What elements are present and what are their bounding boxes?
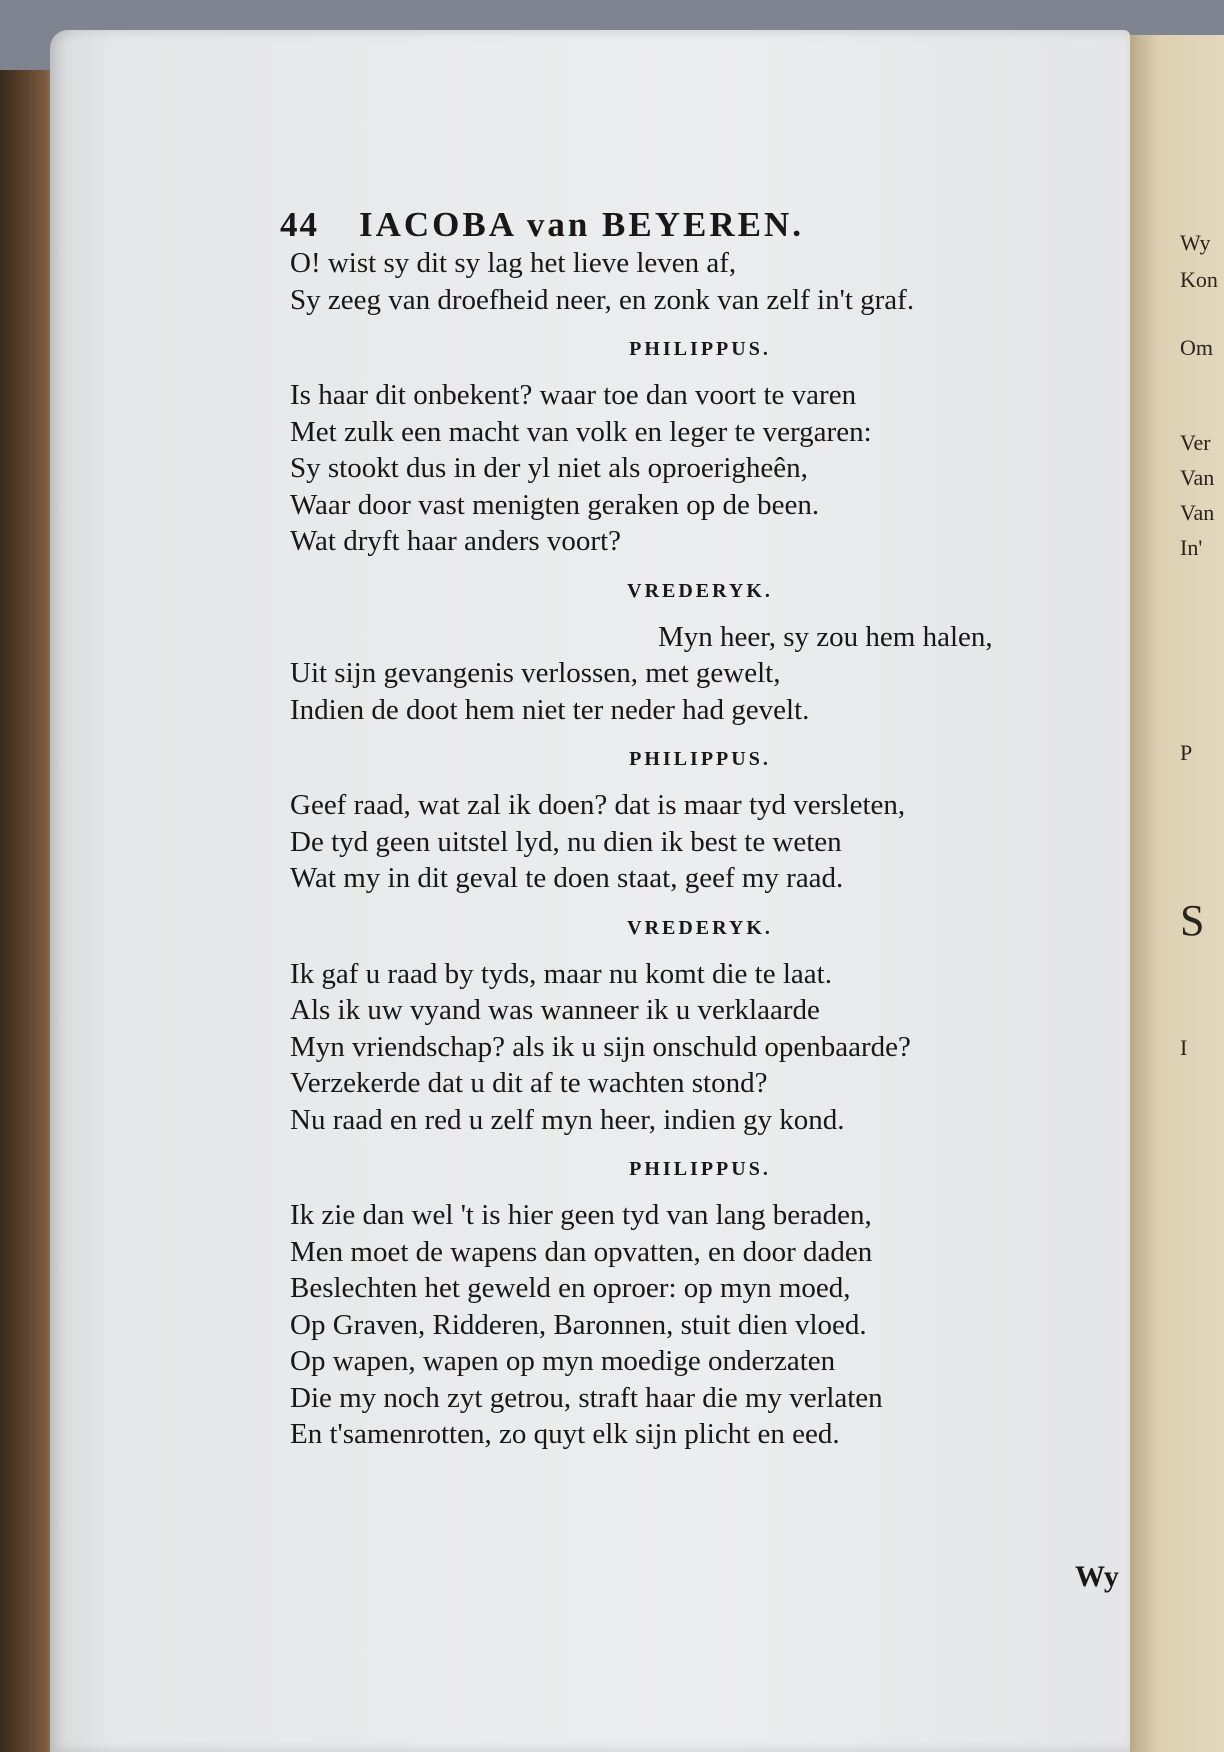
verse-line: Nu raad en red u zelf myn heer, indien gy kond. [290,1103,845,1136]
verse-line: En t'samenrotten, zo quyt elk sijn plicht en eed. [290,1418,840,1450]
verse-line: Myn vriendschap? als ik u sijn onschuld openbaarde? [290,1030,911,1063]
running-title: IACOBA van BEYEREN. [359,205,805,244]
verse-line: Sy stookt dus in der yl niet als oproerigheên, [290,452,808,484]
verse-line: Verzekerde dat u dit af te wachten stond? [290,1067,768,1099]
verse-line: Geef raad, wat zal ik doen? dat is maar tyd versleten, [290,789,906,821]
speaker-heading: VREDERYK. [627,579,773,602]
verse-line: Sy zeeg van droefheid neer, en zonk van zelf in't graf. [290,283,915,316]
facing-fragment: Van [1180,500,1215,525]
verse-line: Op wapen, wapen op myn moedige onderzaten [290,1345,836,1377]
verse-line: Als ik uw vyand was wanneer ik u verklaarde [290,994,820,1026]
facing-page [1130,35,1224,1752]
running-head [280,205,1130,245]
speaker-heading: PHILIPPUS. [629,748,771,770]
facing-fragment: S [1180,896,1205,945]
speaker-heading: VREDERYK. [627,916,773,939]
facing-fragment: In' [1180,535,1203,560]
text-blocks [290,245,1130,1453]
verse-line: Wat dryft haar anders voort? [290,525,622,557]
verse-line: Is haar dit onbekent? waar toe dan voort te varen [290,379,857,411]
verse-line: Beslechten het geweld en oproer: op myn moed, [290,1272,851,1304]
verse-line: Indien de doot hem niet ter neder had gevelt. [290,693,810,726]
facing-fragment: Kon [1180,267,1218,292]
facing-fragment: P [1180,740,1193,765]
speaker-heading: PHILIPPUS. [629,1158,771,1180]
verse-line: Wat my in dit geval te doen staat, geef my raad. [290,862,844,894]
verse-line: Ik zie dan wel 't is hier geen tyd van lang beraden, [290,1199,872,1231]
verse-line: Met zulk een macht van volk en leger te vergaren: [290,415,872,448]
verse-line: Op Graven, Ridderen, Baronnen, stuit dien vloed. [290,1308,867,1341]
verse-line: De tyd geen uitstel lyd, nu dien ik best te weten [290,825,842,858]
verse-line: Waar door vast menigten geraken op de been. [290,488,820,521]
verse-line: Ik gaf u raad by tyds, maar nu komt die te laat. [290,957,832,990]
verse-line: Myn heer, sy zou hem halen, [658,620,993,653]
facing-fragment: Om [1180,335,1213,360]
facing-fragment: Van [1180,465,1215,490]
verse-line: Uit sijn gevangenis verlossen, met gewelt, [290,657,781,689]
verse-line: Die my noch zyt getrou, straft haar die my verlaten [290,1381,883,1414]
verse-line: O! wist sy dit sy lag het lieve leven af, [290,247,737,279]
page-number: 44 [280,205,319,244]
facing-fragment: Ver [1180,430,1211,455]
facing-fragment: I [1180,1035,1188,1060]
speaker-heading: PHILIPPUS. [629,338,771,360]
facing-fragment: Wy [1180,230,1211,255]
page-text [280,205,1130,1453]
verse-line: Men moet de wapens dan opvatten, en door daden [290,1235,873,1268]
catchword: Wy [1075,1560,1119,1593]
